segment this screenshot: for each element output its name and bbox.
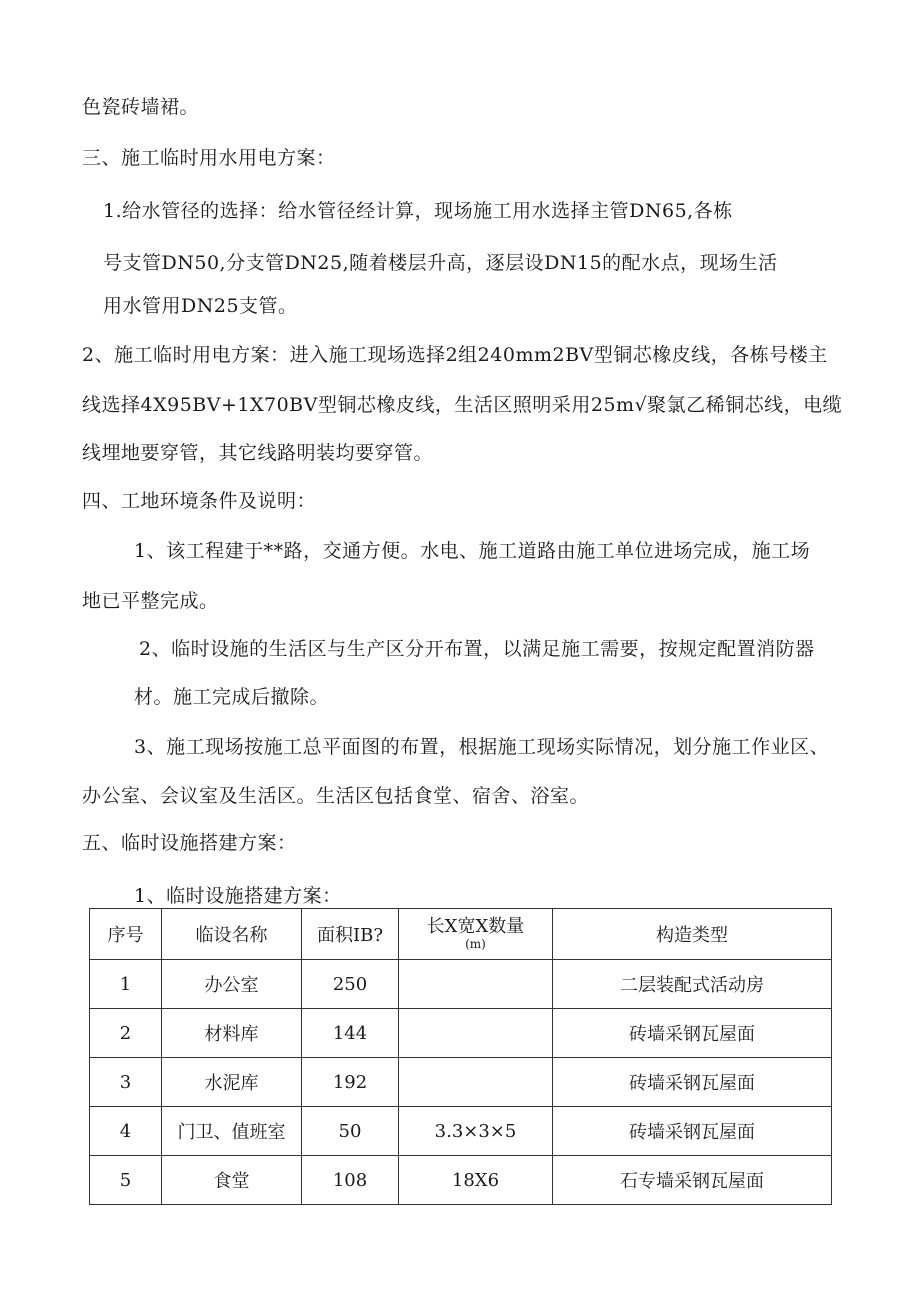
- cell-dims: 3.3×3×5: [399, 1107, 553, 1156]
- cell-dims: 18X6: [399, 1156, 553, 1205]
- header-dims: [399, 909, 553, 960]
- table-row: [90, 1156, 832, 1205]
- header-dims-label: 长X宽X数量: [426, 916, 525, 937]
- table-header-row: [90, 909, 832, 960]
- cell-no: 3: [90, 1058, 162, 1107]
- text-line: 号支管DN50,分支管DN25,随着楼层升高，逐层设DN15的配水点，现场生活: [103, 252, 778, 274]
- text-line: 1、该工程建于**路，交通方便。水电、施工道路由施工单位进场完成，施工场: [134, 540, 811, 562]
- cell-name: 食堂: [162, 1156, 302, 1205]
- cell-dims: [399, 1009, 553, 1058]
- table-row: [90, 1009, 832, 1058]
- cell-name: 水泥库: [162, 1058, 302, 1107]
- cell-area: 250: [302, 960, 399, 1009]
- cell-type: 二层装配式活动房: [553, 960, 832, 1009]
- table-row: [90, 1058, 832, 1107]
- header-area: 面积IB?: [302, 909, 399, 960]
- cell-type: 砖墙采钢瓦屋面: [553, 1107, 832, 1156]
- section-heading: 四、工地环境条件及说明：: [82, 490, 317, 512]
- text-line: 线埋地要穿管，其它线路明装均要穿管。: [82, 442, 434, 464]
- section-heading: 五、临时设施搭建方案：: [82, 832, 297, 854]
- header-dims-unit: (m): [465, 937, 486, 951]
- text-line: 用水管用DN25支管。: [103, 295, 298, 317]
- cell-type: 砖墙采钢瓦屋面: [553, 1009, 832, 1058]
- table-row: [90, 1107, 832, 1156]
- cell-type: 石专墙采钢瓦屋面: [553, 1156, 832, 1205]
- text-line: 材。施工完成后撤除。: [134, 686, 330, 708]
- section-heading: 三、施工临时用水用电方案：: [82, 147, 336, 169]
- cell-name: 门卫、值班室: [162, 1107, 302, 1156]
- cell-name: 材料库: [162, 1009, 302, 1058]
- cell-name: 办公室: [162, 960, 302, 1009]
- cell-area: 108: [302, 1156, 399, 1205]
- table-row: [90, 960, 832, 1009]
- cell-type: 砖墙采钢瓦屋面: [553, 1058, 832, 1107]
- cell-dims: [399, 1058, 553, 1107]
- header-no: 序号: [90, 909, 162, 960]
- header-name: 临设名称: [162, 909, 302, 960]
- cell-area: 50: [302, 1107, 399, 1156]
- text-line: 色瓷砖墙裙。: [82, 96, 200, 118]
- text-line: 地已平整完成。: [82, 590, 219, 612]
- cell-no: 1: [90, 960, 162, 1009]
- cell-no: 2: [90, 1009, 162, 1058]
- cell-area: 144: [302, 1009, 399, 1058]
- text-line: 办公室、会议室及生活区。生活区包括食堂、宿舍、浴室。: [82, 785, 590, 807]
- text-line: 1.给水管径的选择：给水管径经计算，现场施工用水选择主管DN65,各栋: [103, 200, 733, 222]
- text-line: 线选择4X95BV+1X70BV型铜芯橡皮线，生活区照明采用25m√聚氯乙稀铜芯线，电缆: [82, 394, 843, 416]
- header-type: 构造类型: [553, 909, 832, 960]
- text-line: 3、施工现场按施工总平面图的布置，根据施工现场实际情况，划分施工作业区、: [134, 736, 830, 758]
- text-line: 2、施工临时用电方案：进入施工现场选择2组240mm2BV型铜芯橡皮线，各栋号楼主: [82, 344, 828, 366]
- cell-dims: [399, 960, 553, 1009]
- table-caption: 1、临时设施搭建方案：: [134, 885, 342, 907]
- cell-no: 5: [90, 1156, 162, 1205]
- facilities-table: [89, 908, 832, 1205]
- cell-area: 192: [302, 1058, 399, 1107]
- text-line: 2、临时设施的生活区与生产区分开布置，以满足施工需要，按规定配置消防器: [139, 638, 815, 660]
- cell-no: 4: [90, 1107, 162, 1156]
